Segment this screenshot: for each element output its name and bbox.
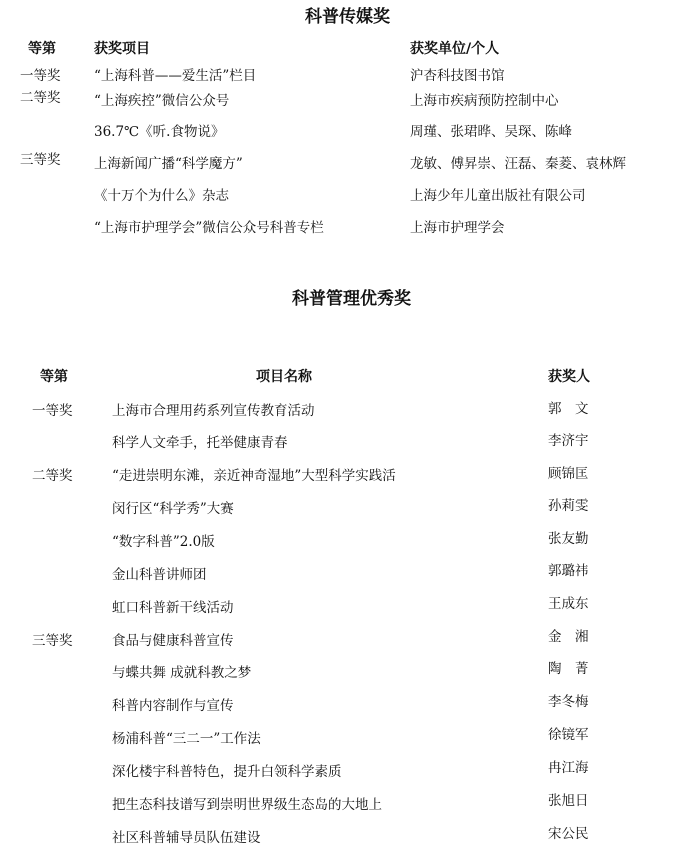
management-header-winner: 获奖人: [548, 369, 590, 385]
management-row-project: 食品与健康科普宣传: [112, 633, 234, 649]
management-row-project: “数字科普”2.0版: [112, 534, 215, 550]
media-row-grade: 三等奖: [20, 152, 61, 168]
management-row-winner: 李冬梅: [548, 694, 589, 710]
management-row-winner: 张旭日: [548, 793, 589, 809]
management-row-winner: 郭璐祎: [548, 563, 589, 579]
management-section-title: 科普管理优秀奖: [292, 289, 411, 309]
media-row-project: “上海疾控”微信公众号: [94, 93, 230, 109]
media-row-project: 上海新闻广播“科学魔方”: [94, 156, 243, 172]
management-row-winner: 冉江海: [548, 760, 589, 776]
media-row-winner: 上海市疾病预防控制中心: [410, 93, 559, 109]
management-row-project: 把生态科技谱写到崇明世界级生态岛的大地上: [112, 797, 382, 813]
management-header-grade: 等第: [40, 369, 68, 385]
media-row-grade: 一等奖: [20, 68, 61, 84]
management-row-project: 金山科普讲师团: [112, 567, 207, 583]
media-row-winner: 上海市护理学会: [410, 220, 505, 236]
management-row-winner: 陶 菁: [548, 661, 589, 677]
media-row-project: “上海市护理学会”微信公众号科普专栏: [94, 220, 324, 236]
management-row-grade: 二等奖: [32, 468, 73, 484]
management-row-project: 科学人文牵手，托举健康青春: [112, 435, 288, 451]
management-row-project: 杨浦科普“三二一”工作法: [112, 731, 261, 747]
management-row-winner: 郭 文: [548, 401, 589, 417]
media-row-winner: 上海少年儿童出版社有限公司: [410, 188, 586, 204]
management-row-winner: 金 湘: [548, 629, 589, 645]
management-row-project: 闵行区“科学秀”大赛: [112, 501, 234, 517]
management-row-winner: 张友勤: [548, 531, 589, 547]
management-row-project: “走进崇明东滩，亲近神奇湿地”大型科学实践活: [112, 468, 396, 484]
management-row-winner: 徐镜军: [548, 727, 589, 743]
media-row-project: “上海科普——爱生活”栏目: [94, 68, 257, 84]
management-row-winner: 顾锦匡: [548, 466, 589, 482]
management-row-winner: 李济宇: [548, 433, 589, 449]
management-row-winner: 宋公民: [548, 826, 589, 842]
media-row-winner: 龙敏、傅昇崇、汪磊、秦菱、袁林辉: [410, 156, 626, 172]
management-row-grade: 一等奖: [32, 403, 73, 419]
management-row-project: 科普内容制作与宣传: [112, 698, 234, 714]
management-row-project: 上海市合理用药系列宣传教育活动: [112, 403, 315, 419]
media-row-project: 《十万个为什么》杂志: [94, 188, 229, 204]
management-header-project: 项目名称: [256, 369, 312, 385]
media-section-title: 科普传媒奖: [305, 7, 390, 27]
media-row-winner: 周瑾、张珺晔、吴琛、陈峰: [410, 124, 572, 140]
media-row-grade: 二等奖: [20, 90, 61, 106]
management-row-grade: 三等奖: [32, 633, 73, 649]
management-row-project: 社区科普辅导员队伍建设: [112, 830, 261, 846]
management-row-project: 虹口科普新干线活动: [112, 600, 234, 616]
management-row-winner: 孙莉雯: [548, 498, 589, 514]
media-row-winner: 沪杏科技图书馆: [410, 68, 505, 84]
media-header-winner: 获奖单位/个人: [410, 41, 500, 57]
management-row-winner: 王成东: [548, 596, 589, 612]
management-row-project: 与蝶共舞 成就科教之梦: [112, 665, 252, 681]
media-header-grade: 等第: [28, 41, 56, 57]
management-row-project: 深化楼宇科普特色，提升白领科学素质: [112, 764, 342, 780]
media-row-project: 36.7℃《听.食物说》: [94, 124, 225, 140]
media-header-project: 获奖项目: [94, 41, 150, 57]
